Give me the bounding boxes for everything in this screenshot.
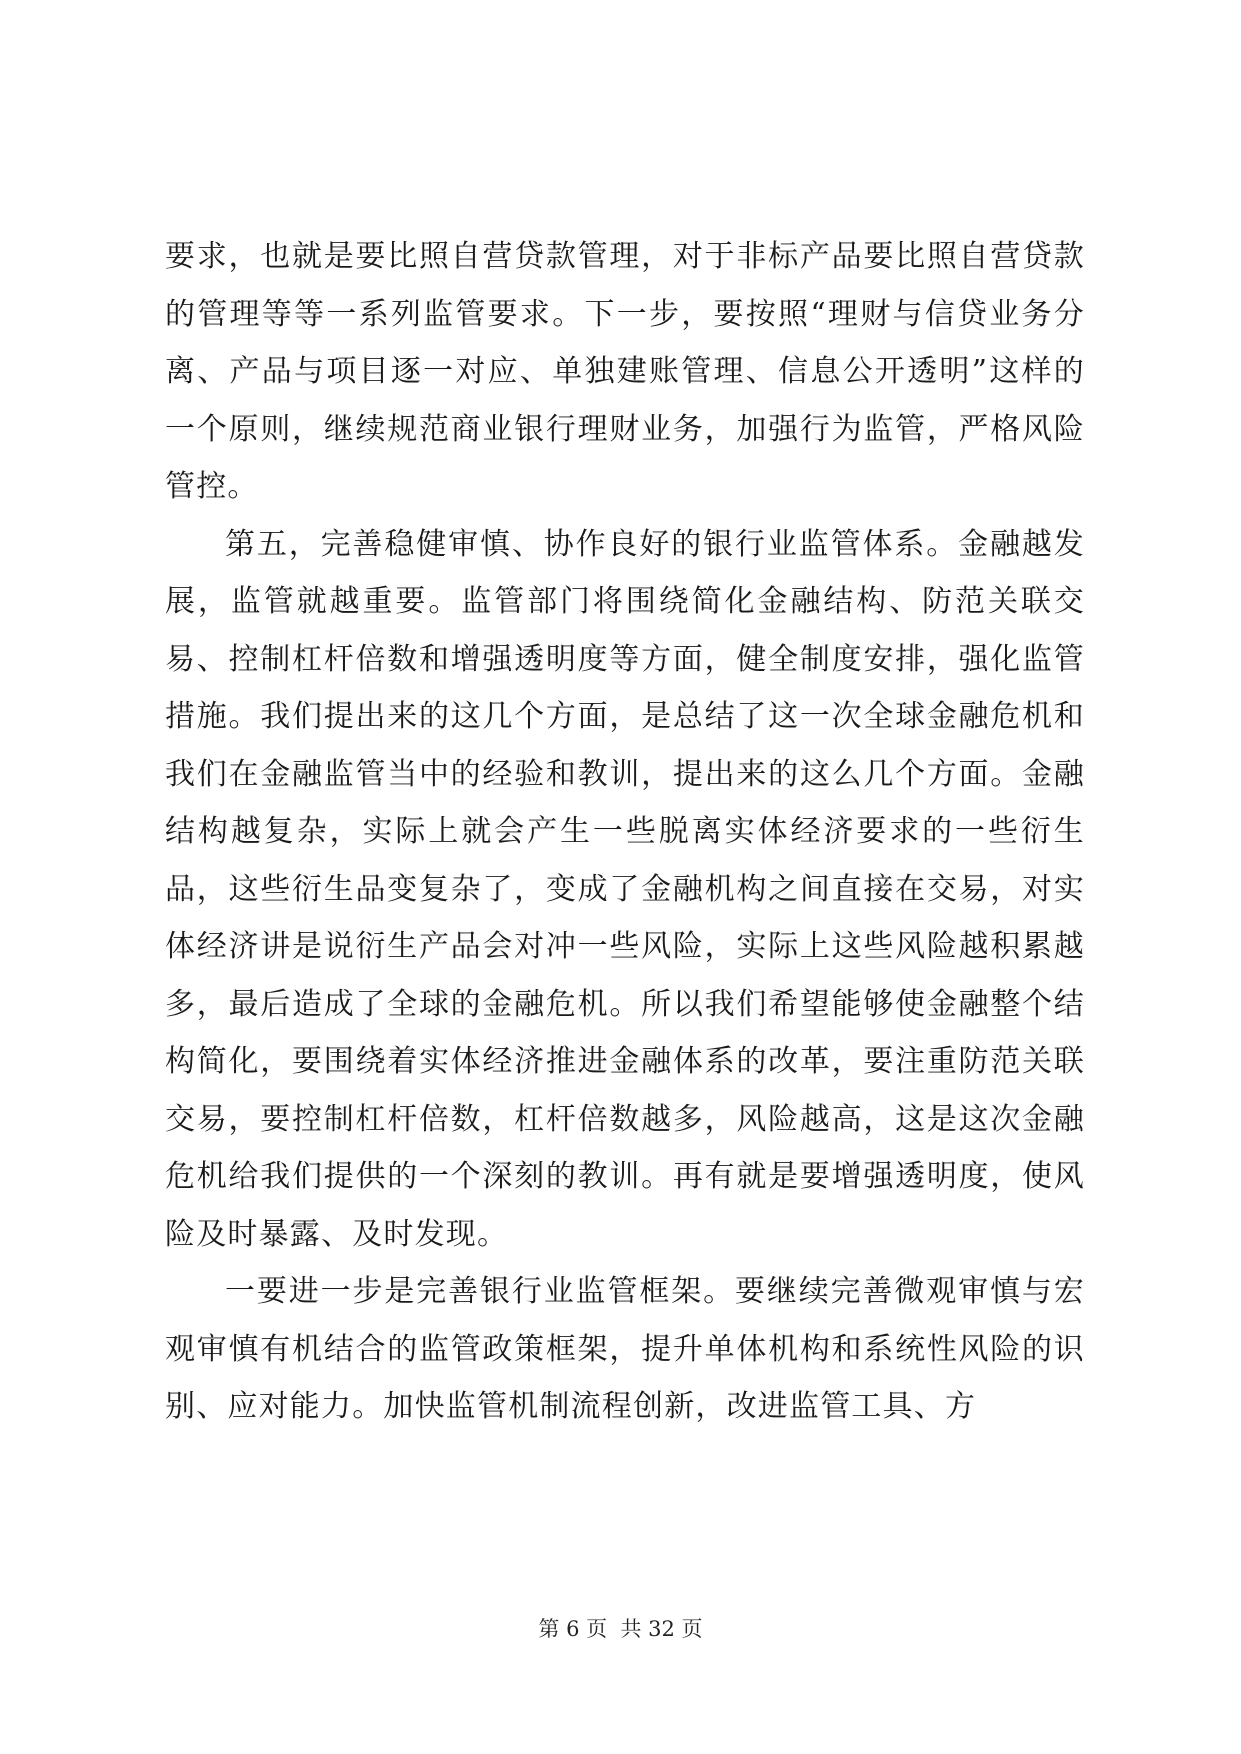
page-number-label: 第 6 页 共 32 页 [538, 1617, 703, 1641]
document-body [165, 228, 1085, 1436]
page-footer [0, 1614, 1241, 1644]
paragraph-3: 一要进一步是完善银行业监管框架。要继续完善微观审慎与宏观审慎有机结合的监管政策框架，提升单体机构和系统性风险的识别、应对能力。加快监管机制流程创新，改进监管工具、方 [165, 1274, 1085, 1424]
paragraph-1: 要求，也就是要比照自营贷款管理，对于非标产品要比照自营贷款的管理等等一系列监管要求。下一步，要按照“理财与信贷业务分离、产品与项目逐一对应、单独建账管理、信息公开透明”这样的一个原则，继续规范商业银行理财业务，加强行为监管，严格风险管控。 [165, 239, 1085, 504]
paragraph-2: 第五，完善稳健审慎、协作良好的银行业监管体系。金融越发展，监管就越重要。监管部门将围绕简化金融结构、防范关联交易、控制杠杆倍数和增强透明度等方面，健全制度安排，强化监管措施。我们提出来的这几个方面，是总结了这一次全球金融危机和我们在金融监管当中的经验和教训，提出来的这么几个方面。金融结构越复杂，实际上就会产生一些脱离实体经济要求的一些衍生品，这些衍生品变复杂了，变成了金融机构之间直接在交易，对实体经济讲是说衍生产品会对冲一些风险，实际上这些风险越积累越多，最后造成了全球的金融危机。所以我们希望能够使金融整个结构简化，要围绕着实体经济推进金融体系的改革，要注重防范关联交易，要控制杠杆倍数，杠杆倍数越多，风险越高，这是这次金融危机给我们提供的一个深刻的教训。再有就是要增强透明度，使风险及时暴露、及时发现。 [165, 526, 1085, 1252]
